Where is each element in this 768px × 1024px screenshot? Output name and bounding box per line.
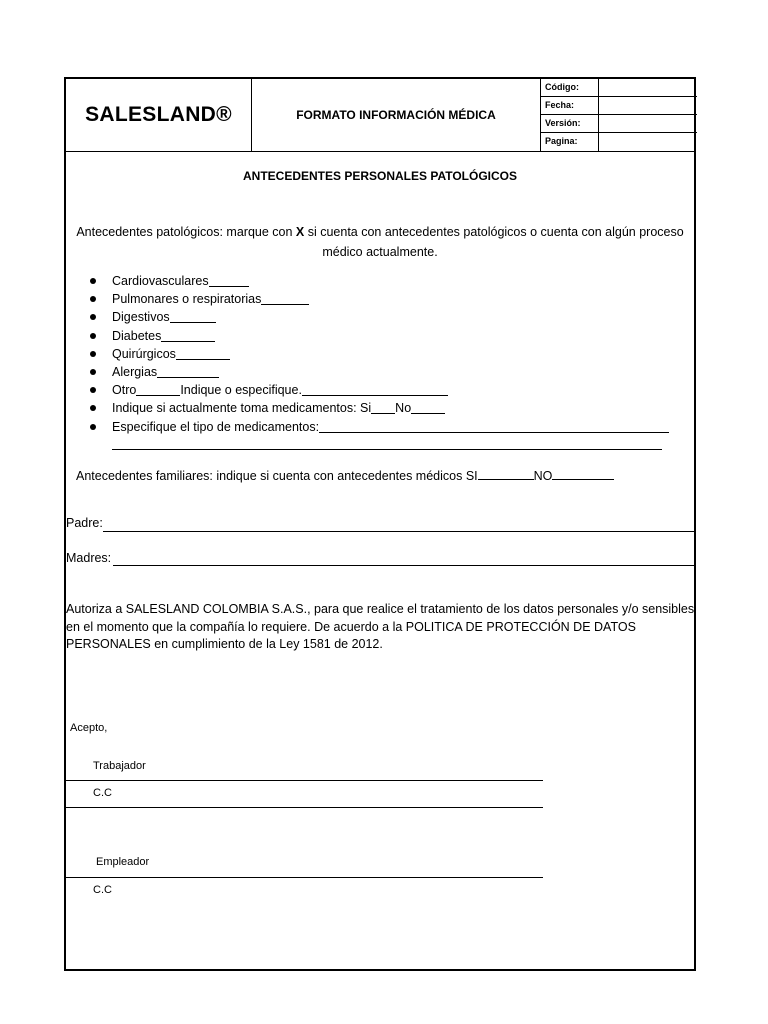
list-item-pulmonares xyxy=(90,290,669,308)
answer-blank[interactable] xyxy=(161,330,215,342)
madres-label: Madres: xyxy=(66,551,112,565)
empleador-label: Empleador xyxy=(96,856,150,868)
intro-text: Antecedentes patológicos: marque con xyxy=(76,225,296,239)
list-item-alergias xyxy=(90,363,669,381)
document-meta-table xyxy=(540,79,697,151)
medication-type-blank[interactable] xyxy=(319,421,669,433)
padre-label: Padre: xyxy=(66,516,103,530)
answer-blank[interactable] xyxy=(136,384,180,396)
padre-input-line[interactable] xyxy=(103,531,696,532)
bullet-icon xyxy=(90,278,96,284)
medical-info-form xyxy=(64,77,696,971)
item-label: Digestivos xyxy=(112,310,170,325)
bullet-icon xyxy=(90,296,96,302)
family-no-label: NO xyxy=(533,469,553,483)
bullet-icon xyxy=(90,369,96,375)
empleador-signature-line[interactable] xyxy=(66,877,543,878)
madres-input-line[interactable] xyxy=(113,565,696,566)
bullet-icon xyxy=(90,351,96,357)
trabajador-cc-label: C.C xyxy=(93,787,112,799)
meta-value-field[interactable] xyxy=(599,133,697,151)
trabajador-cc-line[interactable] xyxy=(66,807,543,808)
meta-label: Versión: xyxy=(541,115,599,132)
intro-x-mark: X xyxy=(295,225,305,239)
si-blank[interactable] xyxy=(478,468,534,480)
meta-row-fecha xyxy=(541,97,697,115)
no-blank[interactable] xyxy=(411,402,445,414)
trabajador-label: Trabajador xyxy=(93,760,146,772)
meta-label: Fecha: xyxy=(541,97,599,114)
list-item-medicamentos xyxy=(90,399,669,417)
item-label: Pulmonares o respiratorias xyxy=(112,292,262,307)
empleador-cc-label: C.C xyxy=(93,884,112,896)
list-item-cardiovasculares xyxy=(90,272,669,290)
acepto-label: Acepto, xyxy=(70,722,108,734)
item-label: Diabetes xyxy=(112,328,162,343)
answer-blank[interactable] xyxy=(261,293,309,305)
data-consent-paragraph: Autoriza a SALESLAND COLOMBIA S.A.S., para que realice el tratamiento de los datos personales y/o sensibles en el momento que la compañía lo requiere. De acuerdo a la POLITICA DE PROTECCIÓN DE DATOS PERSONALES en cumplimiento de la Ley 1581 de 2012. xyxy=(66,602,695,651)
answer-blank[interactable] xyxy=(170,311,216,323)
meta-row-pagina xyxy=(541,133,697,151)
family-history-question xyxy=(76,468,614,483)
brand-logo-text: SALESLAND® xyxy=(66,79,252,151)
form-title: FORMATO INFORMACIÓN MÉDICA xyxy=(296,108,496,122)
bullet-icon xyxy=(90,333,96,339)
list-item-quirurgicos xyxy=(90,345,669,363)
list-item-diabetes xyxy=(90,327,669,345)
item-label: Alergias xyxy=(112,365,158,380)
intro-text: si cuenta con antecedentes patológicos o cuenta con algún proceso médico actualmente. xyxy=(304,225,684,259)
meta-row-codigo xyxy=(541,79,697,97)
intro-instructions xyxy=(66,222,694,262)
item-label: Especifique el tipo de medicamentos: xyxy=(112,419,320,434)
section-title: ANTECEDENTES PERSONALES PATOLÓGICOS xyxy=(242,169,518,183)
meta-label: Pagina: xyxy=(541,133,599,151)
list-item-otro xyxy=(90,381,669,399)
family-text: Antecedentes familiares: indique si cuenta con antecedentes médicos SI xyxy=(76,469,478,483)
no-blank[interactable] xyxy=(552,468,614,480)
meta-value-field[interactable] xyxy=(599,115,697,132)
item-label: Quirúrgicos xyxy=(112,346,176,361)
item-label: Otro xyxy=(112,383,137,398)
item-label: Cardiovasculares xyxy=(112,274,209,289)
answer-blank[interactable] xyxy=(157,366,219,378)
si-blank[interactable] xyxy=(371,402,395,414)
bullet-icon xyxy=(90,424,96,430)
item-label: Indique si actualmente toma medicamentos: Si xyxy=(112,401,372,416)
meta-value-field[interactable] xyxy=(599,79,697,96)
meta-label: Código: xyxy=(541,79,599,96)
meta-value-field[interactable] xyxy=(599,97,697,114)
answer-blank[interactable] xyxy=(176,348,230,360)
item-label: No xyxy=(395,401,412,416)
pathology-checklist xyxy=(90,272,669,436)
list-item-digestivos xyxy=(90,308,669,326)
item-label: Indique o especifique. xyxy=(180,383,302,398)
form-header xyxy=(66,79,694,152)
list-item-tipo-medicamentos xyxy=(90,418,669,436)
meta-row-version xyxy=(541,115,697,133)
bullet-icon xyxy=(90,314,96,320)
trabajador-signature-line[interactable] xyxy=(66,780,543,781)
answer-blank[interactable] xyxy=(209,275,249,287)
medication-type-continuation-line[interactable] xyxy=(112,449,662,450)
bullet-icon xyxy=(90,405,96,411)
specify-blank[interactable] xyxy=(302,384,448,396)
bullet-icon xyxy=(90,387,96,393)
